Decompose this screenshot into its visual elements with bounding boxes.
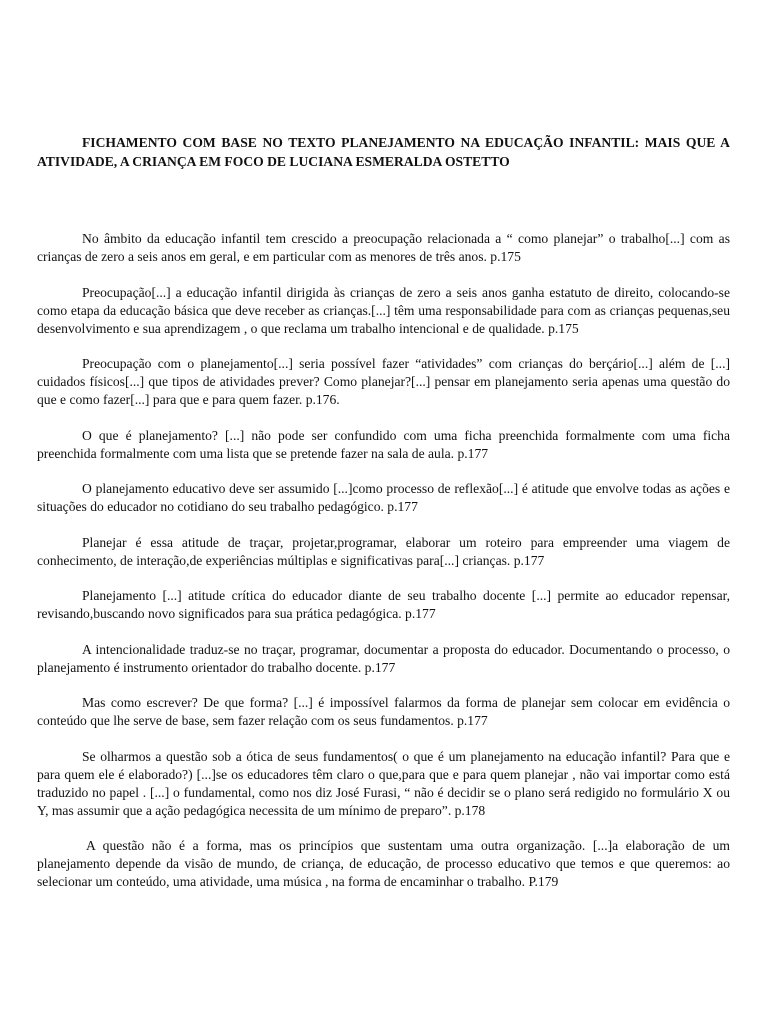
paragraph: O planejamento educativo deve ser assumido [...]como processo de reflexão[...] é atitude que envolve todas as ações e situações do educador no cotidiano do seu trabalho pedagógico. p.177 <box>37 481 730 514</box>
paragraph: No âmbito da educação infantil tem crescido a preocupação relacionada a “ como planejar” o trabalho[...] com as crianças de zero a seis anos em geral, e em particular com as menores de três anos. p.175 <box>37 231 730 264</box>
paragraph: A intencionalidade traduz-se no traçar, programar, documentar a proposta do educador. Documentando o processo, o planejamento é instrumento orientador do trabalho docente. p.177 <box>37 641 730 675</box>
document-title: FICHAMENTO COM BASE NO TEXTO PLANEJAMENTO NA EDUCAÇÃO INFANTIL: MAIS QUE A ATIVIDADE, A CRIANÇA EM FOCO DE LUCIANA ESMERALDA OSTETTO <box>37 135 730 169</box>
paragraph: Planejar é essa atitude de traçar, projetar,programar, elaborar um roteiro para empreender uma viagem de conhecimento, de interação,de experiências múltiplas e significativas para[...] crianças. p.177 <box>37 534 730 568</box>
paragraph: A questão não é a forma, mas os princípios que sustentam uma outra organização. [...]a elaboração de um planejamento depende da visão de mundo, de criança, de educação, de processo educativo que temos e que queremos: ao selecionar um conteúdo, uma atividade, uma música , na forma de encaminhar o trabalho. P.179 <box>37 838 730 889</box>
paragraph: Se olharmos a questão sob a ótica de seus fundamentos( o que é um planejamento na educação infantil? Para que e para quem ele é elaborado?) [...]se os educadores têm claro o que,para que e para quem planejar , não vai importar como está traduzido no papel . [...] o fundamental, como nos diz José Furasi, “ não é decidir se o plano será redigido no formulário X ou Y, mas assumir que a ação pedagógica necessita de um mínimo de preparo”. p.178 <box>37 748 730 818</box>
paragraph: Preocupação com o planejamento[...] seria possível fazer “atividades” com crianças do berçário[...] além de [...] cuidados físicos[...] que tipos de atividades prever? Como planejar?[...] pensar em planejamento seria apenas uma questão do que e como fazer[...] para que e para quem fazer. p.176. <box>37 356 730 407</box>
paragraph: Mas como escrever? De que forma? [...] é impossível falarmos da forma de planejar sem colocar em evidência o conteúdo que lhe serve de base, sem fazer relação com os seus fundamentos. p.177 <box>37 695 730 728</box>
paragraph: O que é planejamento? [...] não pode ser confundido com uma ficha preenchida formalmente com uma ficha preenchida formalmente com uma lista que se pretende fazer na sala de aula. p.177 <box>37 427 730 461</box>
paragraph: Planejamento [...] atitude crítica do educador diante de seu trabalho docente [...] permite ao educador repensar, revisando,buscando novo significados para sua prática pedagógica. p.177 <box>37 588 730 621</box>
paragraph: Preocupação[...] a educação infantil dirigida às crianças de zero a seis anos ganha estatuto de direito, colocando-se como etapa da educação básica que deve receber as crianças.[...] têm uma responsabilidade para com as crianças pequenas,seu desenvolvimento e sua aprendizagem , o que reclama um trabalho intencional e de qualidade. p.175 <box>37 284 730 336</box>
